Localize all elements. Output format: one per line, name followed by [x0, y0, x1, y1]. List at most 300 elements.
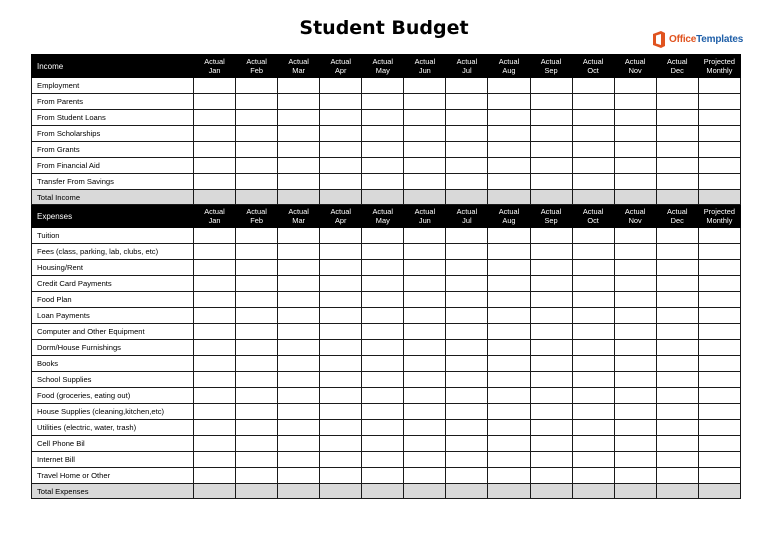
amount-cell[interactable]	[446, 276, 488, 292]
amount-cell[interactable]	[698, 78, 740, 94]
amount-cell[interactable]	[320, 292, 362, 308]
amount-cell[interactable]	[236, 228, 278, 244]
amount-cell[interactable]	[320, 78, 362, 94]
amount-cell[interactable]	[572, 388, 614, 404]
amount-cell[interactable]	[194, 228, 236, 244]
amount-cell[interactable]	[404, 228, 446, 244]
amount-cell[interactable]	[572, 110, 614, 126]
amount-cell[interactable]	[278, 436, 320, 452]
amount-cell[interactable]	[446, 388, 488, 404]
amount-cell[interactable]	[236, 94, 278, 110]
amount-cell[interactable]	[488, 452, 530, 468]
amount-cell[interactable]	[488, 244, 530, 260]
amount-cell[interactable]	[404, 388, 446, 404]
total-cell[interactable]	[446, 484, 488, 499]
amount-cell[interactable]	[194, 78, 236, 94]
amount-cell[interactable]	[488, 142, 530, 158]
amount-cell[interactable]	[362, 404, 404, 420]
amount-cell[interactable]	[320, 174, 362, 190]
amount-cell[interactable]	[404, 276, 446, 292]
amount-cell[interactable]	[572, 228, 614, 244]
amount-cell[interactable]	[656, 244, 698, 260]
amount-cell[interactable]	[404, 452, 446, 468]
amount-cell[interactable]	[656, 372, 698, 388]
amount-cell[interactable]	[698, 126, 740, 142]
amount-cell[interactable]	[698, 94, 740, 110]
amount-cell[interactable]	[194, 308, 236, 324]
amount-cell[interactable]	[236, 78, 278, 94]
amount-cell[interactable]	[236, 324, 278, 340]
amount-cell[interactable]	[572, 404, 614, 420]
amount-cell[interactable]	[194, 372, 236, 388]
amount-cell[interactable]	[236, 356, 278, 372]
amount-cell[interactable]	[488, 78, 530, 94]
amount-cell[interactable]	[572, 356, 614, 372]
total-cell[interactable]	[362, 190, 404, 205]
amount-cell[interactable]	[488, 174, 530, 190]
total-cell[interactable]	[656, 484, 698, 499]
amount-cell[interactable]	[446, 292, 488, 308]
amount-cell[interactable]	[530, 372, 572, 388]
amount-cell[interactable]	[614, 404, 656, 420]
amount-cell[interactable]	[614, 78, 656, 94]
total-cell[interactable]	[320, 484, 362, 499]
amount-cell[interactable]	[530, 244, 572, 260]
amount-cell[interactable]	[404, 174, 446, 190]
amount-cell[interactable]	[194, 324, 236, 340]
amount-cell[interactable]	[572, 158, 614, 174]
amount-cell[interactable]	[614, 228, 656, 244]
amount-cell[interactable]	[194, 436, 236, 452]
amount-cell[interactable]	[362, 340, 404, 356]
amount-cell[interactable]	[488, 420, 530, 436]
amount-cell[interactable]	[572, 324, 614, 340]
amount-cell[interactable]	[320, 468, 362, 484]
amount-cell[interactable]	[194, 244, 236, 260]
amount-cell[interactable]	[362, 436, 404, 452]
amount-cell[interactable]	[404, 126, 446, 142]
amount-cell[interactable]	[236, 260, 278, 276]
amount-cell[interactable]	[362, 142, 404, 158]
amount-cell[interactable]	[530, 468, 572, 484]
amount-cell[interactable]	[656, 142, 698, 158]
amount-cell[interactable]	[278, 228, 320, 244]
amount-cell[interactable]	[320, 142, 362, 158]
amount-cell[interactable]	[572, 452, 614, 468]
amount-cell[interactable]	[278, 404, 320, 420]
amount-cell[interactable]	[446, 244, 488, 260]
amount-cell[interactable]	[404, 340, 446, 356]
amount-cell[interactable]	[320, 308, 362, 324]
amount-cell[interactable]	[236, 292, 278, 308]
amount-cell[interactable]	[446, 158, 488, 174]
amount-cell[interactable]	[572, 436, 614, 452]
amount-cell[interactable]	[614, 126, 656, 142]
amount-cell[interactable]	[614, 94, 656, 110]
amount-cell[interactable]	[656, 228, 698, 244]
amount-cell[interactable]	[572, 468, 614, 484]
amount-cell[interactable]	[362, 468, 404, 484]
amount-cell[interactable]	[656, 78, 698, 94]
amount-cell[interactable]	[404, 142, 446, 158]
amount-cell[interactable]	[446, 436, 488, 452]
amount-cell[interactable]	[320, 372, 362, 388]
amount-cell[interactable]	[698, 452, 740, 468]
amount-cell[interactable]	[362, 324, 404, 340]
amount-cell[interactable]	[530, 388, 572, 404]
amount-cell[interactable]	[320, 158, 362, 174]
amount-cell[interactable]	[488, 356, 530, 372]
total-cell[interactable]	[530, 484, 572, 499]
amount-cell[interactable]	[194, 110, 236, 126]
amount-cell[interactable]	[530, 324, 572, 340]
amount-cell[interactable]	[572, 340, 614, 356]
amount-cell[interactable]	[446, 324, 488, 340]
amount-cell[interactable]	[488, 110, 530, 126]
total-cell[interactable]	[488, 190, 530, 205]
amount-cell[interactable]	[614, 436, 656, 452]
amount-cell[interactable]	[446, 110, 488, 126]
amount-cell[interactable]	[404, 260, 446, 276]
amount-cell[interactable]	[278, 174, 320, 190]
total-cell[interactable]	[194, 190, 236, 205]
amount-cell[interactable]	[236, 308, 278, 324]
amount-cell[interactable]	[362, 110, 404, 126]
amount-cell[interactable]	[656, 356, 698, 372]
amount-cell[interactable]	[278, 356, 320, 372]
amount-cell[interactable]	[698, 110, 740, 126]
amount-cell[interactable]	[404, 158, 446, 174]
amount-cell[interactable]	[320, 436, 362, 452]
amount-cell[interactable]	[446, 340, 488, 356]
amount-cell[interactable]	[278, 94, 320, 110]
amount-cell[interactable]	[698, 372, 740, 388]
amount-cell[interactable]	[698, 276, 740, 292]
amount-cell[interactable]	[194, 452, 236, 468]
amount-cell[interactable]	[656, 126, 698, 142]
amount-cell[interactable]	[362, 94, 404, 110]
amount-cell[interactable]	[362, 244, 404, 260]
amount-cell[interactable]	[656, 436, 698, 452]
amount-cell[interactable]	[362, 388, 404, 404]
amount-cell[interactable]	[614, 142, 656, 158]
amount-cell[interactable]	[572, 174, 614, 190]
amount-cell[interactable]	[614, 340, 656, 356]
amount-cell[interactable]	[362, 452, 404, 468]
amount-cell[interactable]	[530, 436, 572, 452]
amount-cell[interactable]	[656, 94, 698, 110]
amount-cell[interactable]	[278, 110, 320, 126]
amount-cell[interactable]	[656, 452, 698, 468]
amount-cell[interactable]	[236, 452, 278, 468]
total-cell[interactable]	[698, 190, 740, 205]
amount-cell[interactable]	[530, 404, 572, 420]
amount-cell[interactable]	[236, 388, 278, 404]
amount-cell[interactable]	[698, 388, 740, 404]
amount-cell[interactable]	[194, 276, 236, 292]
amount-cell[interactable]	[404, 404, 446, 420]
amount-cell[interactable]	[236, 436, 278, 452]
amount-cell[interactable]	[614, 324, 656, 340]
amount-cell[interactable]	[278, 78, 320, 94]
amount-cell[interactable]	[320, 452, 362, 468]
amount-cell[interactable]	[236, 126, 278, 142]
amount-cell[interactable]	[530, 292, 572, 308]
amount-cell[interactable]	[446, 94, 488, 110]
amount-cell[interactable]	[488, 468, 530, 484]
amount-cell[interactable]	[236, 340, 278, 356]
amount-cell[interactable]	[404, 94, 446, 110]
amount-cell[interactable]	[530, 308, 572, 324]
amount-cell[interactable]	[488, 388, 530, 404]
amount-cell[interactable]	[698, 356, 740, 372]
amount-cell[interactable]	[362, 158, 404, 174]
total-cell[interactable]	[530, 190, 572, 205]
amount-cell[interactable]	[362, 308, 404, 324]
amount-cell[interactable]	[320, 404, 362, 420]
amount-cell[interactable]	[320, 244, 362, 260]
amount-cell[interactable]	[698, 158, 740, 174]
amount-cell[interactable]	[698, 174, 740, 190]
amount-cell[interactable]	[446, 228, 488, 244]
amount-cell[interactable]	[320, 276, 362, 292]
amount-cell[interactable]	[194, 340, 236, 356]
amount-cell[interactable]	[698, 292, 740, 308]
amount-cell[interactable]	[278, 126, 320, 142]
amount-cell[interactable]	[446, 372, 488, 388]
amount-cell[interactable]	[446, 356, 488, 372]
amount-cell[interactable]	[698, 420, 740, 436]
amount-cell[interactable]	[488, 276, 530, 292]
amount-cell[interactable]	[614, 452, 656, 468]
amount-cell[interactable]	[656, 158, 698, 174]
amount-cell[interactable]	[614, 174, 656, 190]
amount-cell[interactable]	[698, 324, 740, 340]
amount-cell[interactable]	[572, 276, 614, 292]
amount-cell[interactable]	[362, 372, 404, 388]
amount-cell[interactable]	[194, 292, 236, 308]
amount-cell[interactable]	[488, 126, 530, 142]
amount-cell[interactable]	[614, 372, 656, 388]
amount-cell[interactable]	[656, 324, 698, 340]
amount-cell[interactable]	[614, 158, 656, 174]
amount-cell[interactable]	[614, 292, 656, 308]
amount-cell[interactable]	[236, 244, 278, 260]
amount-cell[interactable]	[278, 308, 320, 324]
amount-cell[interactable]	[572, 372, 614, 388]
amount-cell[interactable]	[698, 228, 740, 244]
amount-cell[interactable]	[614, 388, 656, 404]
amount-cell[interactable]	[362, 420, 404, 436]
amount-cell[interactable]	[614, 420, 656, 436]
amount-cell[interactable]	[320, 94, 362, 110]
amount-cell[interactable]	[404, 372, 446, 388]
amount-cell[interactable]	[194, 174, 236, 190]
total-cell[interactable]	[362, 484, 404, 499]
amount-cell[interactable]	[194, 126, 236, 142]
amount-cell[interactable]	[530, 420, 572, 436]
amount-cell[interactable]	[320, 110, 362, 126]
amount-cell[interactable]	[362, 356, 404, 372]
amount-cell[interactable]	[698, 404, 740, 420]
amount-cell[interactable]	[530, 260, 572, 276]
amount-cell[interactable]	[446, 420, 488, 436]
amount-cell[interactable]	[698, 468, 740, 484]
amount-cell[interactable]	[278, 468, 320, 484]
amount-cell[interactable]	[656, 308, 698, 324]
amount-cell[interactable]	[320, 420, 362, 436]
amount-cell[interactable]	[488, 228, 530, 244]
amount-cell[interactable]	[404, 468, 446, 484]
amount-cell[interactable]	[446, 142, 488, 158]
amount-cell[interactable]	[530, 276, 572, 292]
amount-cell[interactable]	[320, 260, 362, 276]
amount-cell[interactable]	[488, 340, 530, 356]
total-cell[interactable]	[236, 190, 278, 205]
amount-cell[interactable]	[404, 308, 446, 324]
amount-cell[interactable]	[236, 158, 278, 174]
total-cell[interactable]	[572, 484, 614, 499]
amount-cell[interactable]	[278, 452, 320, 468]
total-cell[interactable]	[446, 190, 488, 205]
amount-cell[interactable]	[530, 110, 572, 126]
amount-cell[interactable]	[614, 244, 656, 260]
amount-cell[interactable]	[614, 276, 656, 292]
amount-cell[interactable]	[656, 404, 698, 420]
amount-cell[interactable]	[446, 452, 488, 468]
amount-cell[interactable]	[614, 356, 656, 372]
amount-cell[interactable]	[572, 244, 614, 260]
amount-cell[interactable]	[530, 228, 572, 244]
amount-cell[interactable]	[236, 404, 278, 420]
amount-cell[interactable]	[488, 158, 530, 174]
amount-cell[interactable]	[404, 244, 446, 260]
amount-cell[interactable]	[194, 142, 236, 158]
amount-cell[interactable]	[530, 94, 572, 110]
amount-cell[interactable]	[572, 126, 614, 142]
amount-cell[interactable]	[320, 324, 362, 340]
amount-cell[interactable]	[572, 260, 614, 276]
amount-cell[interactable]	[488, 404, 530, 420]
amount-cell[interactable]	[278, 244, 320, 260]
amount-cell[interactable]	[194, 158, 236, 174]
amount-cell[interactable]	[320, 126, 362, 142]
amount-cell[interactable]	[236, 468, 278, 484]
amount-cell[interactable]	[698, 340, 740, 356]
amount-cell[interactable]	[278, 340, 320, 356]
amount-cell[interactable]	[194, 388, 236, 404]
amount-cell[interactable]	[404, 356, 446, 372]
amount-cell[interactable]	[194, 420, 236, 436]
amount-cell[interactable]	[698, 436, 740, 452]
amount-cell[interactable]	[278, 142, 320, 158]
amount-cell[interactable]	[320, 228, 362, 244]
amount-cell[interactable]	[446, 308, 488, 324]
amount-cell[interactable]	[488, 436, 530, 452]
amount-cell[interactable]	[698, 308, 740, 324]
amount-cell[interactable]	[488, 94, 530, 110]
amount-cell[interactable]	[278, 158, 320, 174]
amount-cell[interactable]	[236, 142, 278, 158]
amount-cell[interactable]	[530, 142, 572, 158]
total-cell[interactable]	[404, 190, 446, 205]
amount-cell[interactable]	[362, 126, 404, 142]
amount-cell[interactable]	[236, 110, 278, 126]
amount-cell[interactable]	[698, 142, 740, 158]
amount-cell[interactable]	[194, 468, 236, 484]
amount-cell[interactable]	[530, 174, 572, 190]
amount-cell[interactable]	[236, 276, 278, 292]
amount-cell[interactable]	[530, 78, 572, 94]
amount-cell[interactable]	[446, 174, 488, 190]
amount-cell[interactable]	[194, 404, 236, 420]
total-cell[interactable]	[614, 190, 656, 205]
amount-cell[interactable]	[698, 260, 740, 276]
amount-cell[interactable]	[572, 94, 614, 110]
amount-cell[interactable]	[488, 308, 530, 324]
amount-cell[interactable]	[194, 94, 236, 110]
amount-cell[interactable]	[446, 260, 488, 276]
amount-cell[interactable]	[572, 308, 614, 324]
amount-cell[interactable]	[614, 308, 656, 324]
total-cell[interactable]	[572, 190, 614, 205]
amount-cell[interactable]	[278, 372, 320, 388]
amount-cell[interactable]	[362, 276, 404, 292]
amount-cell[interactable]	[572, 142, 614, 158]
total-cell[interactable]	[320, 190, 362, 205]
amount-cell[interactable]	[362, 260, 404, 276]
amount-cell[interactable]	[320, 388, 362, 404]
amount-cell[interactable]	[236, 174, 278, 190]
amount-cell[interactable]	[488, 260, 530, 276]
amount-cell[interactable]	[572, 78, 614, 94]
total-cell[interactable]	[656, 190, 698, 205]
amount-cell[interactable]	[530, 158, 572, 174]
amount-cell[interactable]	[530, 452, 572, 468]
amount-cell[interactable]	[656, 276, 698, 292]
amount-cell[interactable]	[572, 292, 614, 308]
amount-cell[interactable]	[488, 372, 530, 388]
amount-cell[interactable]	[404, 420, 446, 436]
amount-cell[interactable]	[236, 420, 278, 436]
amount-cell[interactable]	[278, 324, 320, 340]
amount-cell[interactable]	[278, 388, 320, 404]
amount-cell[interactable]	[362, 174, 404, 190]
total-cell[interactable]	[614, 484, 656, 499]
amount-cell[interactable]	[488, 324, 530, 340]
amount-cell[interactable]	[656, 110, 698, 126]
amount-cell[interactable]	[656, 420, 698, 436]
amount-cell[interactable]	[320, 356, 362, 372]
amount-cell[interactable]	[656, 292, 698, 308]
total-cell[interactable]	[278, 484, 320, 499]
amount-cell[interactable]	[278, 260, 320, 276]
total-cell[interactable]	[698, 484, 740, 499]
total-cell[interactable]	[488, 484, 530, 499]
amount-cell[interactable]	[488, 292, 530, 308]
amount-cell[interactable]	[404, 78, 446, 94]
total-cell[interactable]	[404, 484, 446, 499]
amount-cell[interactable]	[362, 78, 404, 94]
amount-cell[interactable]	[404, 292, 446, 308]
amount-cell[interactable]	[194, 260, 236, 276]
amount-cell[interactable]	[278, 420, 320, 436]
amount-cell[interactable]	[404, 436, 446, 452]
amount-cell[interactable]	[530, 340, 572, 356]
amount-cell[interactable]	[278, 276, 320, 292]
amount-cell[interactable]	[278, 292, 320, 308]
amount-cell[interactable]	[656, 340, 698, 356]
